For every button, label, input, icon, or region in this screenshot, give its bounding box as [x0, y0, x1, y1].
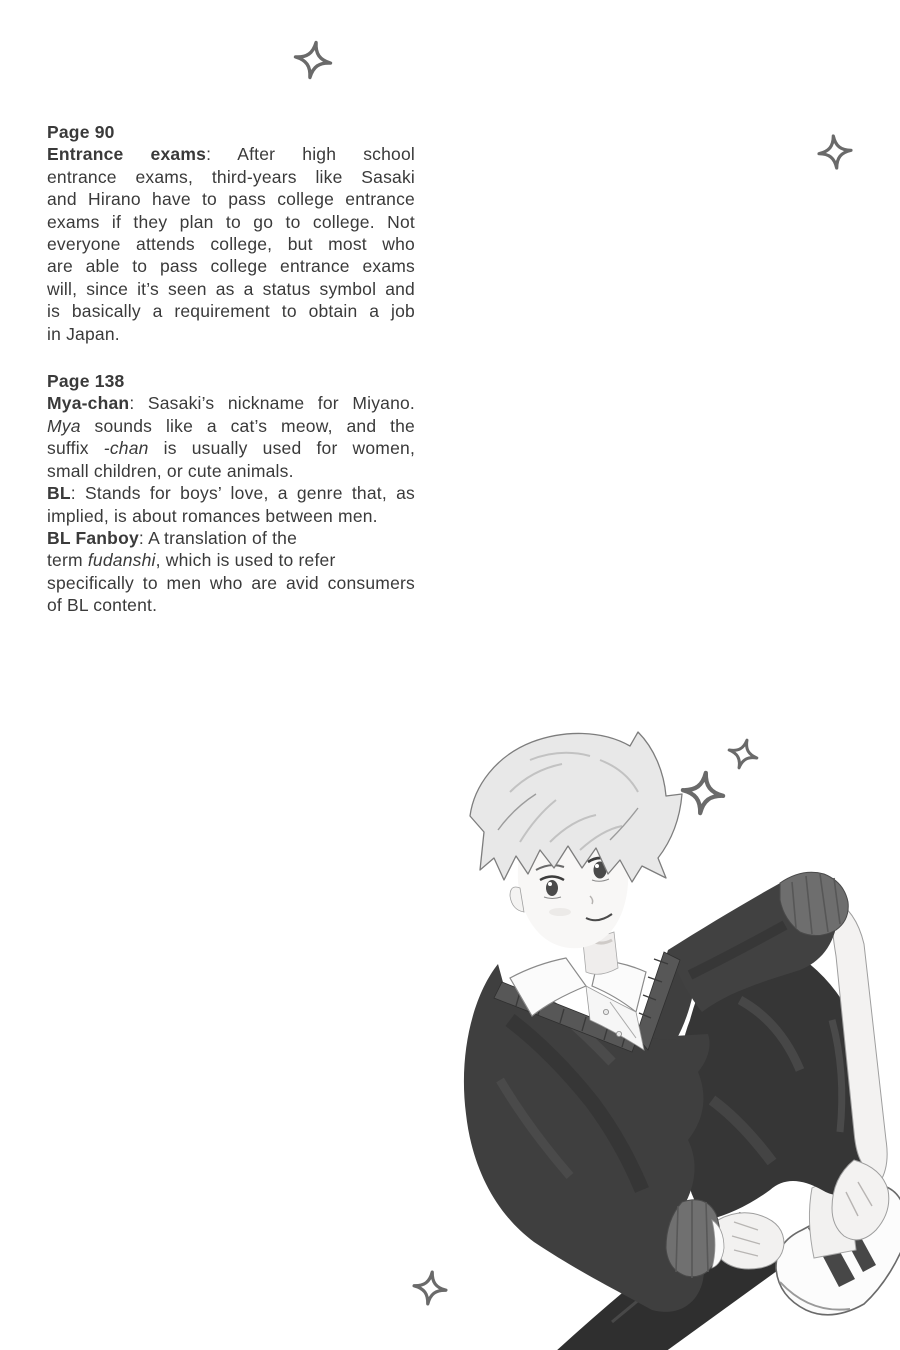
note-section — [47, 121, 415, 345]
text-line: exams if they plan to go to college. Not — [47, 211, 415, 232]
text-line: BL Fanboy: A translation of the — [47, 527, 298, 548]
text-line: everyone attends college, but most who — [47, 234, 415, 255]
text-line: implied, is about romances between men. — [47, 505, 378, 526]
text-line: is basically a requirement to obtain a job — [47, 301, 415, 322]
text-line: in Japan. — [47, 323, 120, 344]
text-line: term fudanshi, which is used to refer — [47, 550, 336, 571]
section-heading: Page 138 — [47, 371, 125, 392]
text-line: specifically to men who are avid consumers — [47, 572, 415, 593]
text-line: suffix -chan is usually used for women, — [47, 438, 416, 459]
section-heading: Page 90 — [47, 122, 115, 142]
text-line: Entrance exams: After high school — [47, 144, 415, 165]
note-paragraph-lines — [47, 392, 415, 616]
hair — [470, 732, 682, 882]
text-line: Mya sounds like a cat’s meow, and the — [47, 415, 415, 436]
text-line: are able to pass college entrance exams — [47, 256, 415, 277]
text-line: will, since it’s seen as a status symbol and — [47, 278, 415, 299]
text-line: of BL content. — [47, 595, 158, 616]
text-line: BL: Stands for boys’ love, a genre that, as — [47, 483, 415, 504]
text-line: small children, or cute animals. — [47, 460, 294, 481]
text-line: and Hirano have to pass college entrance — [47, 189, 415, 210]
text-line: entrance exams, third-years like Sasaki — [47, 166, 415, 187]
character-illustration — [440, 720, 900, 1350]
sparkle-icon — [816, 133, 854, 171]
translation-notes — [47, 121, 415, 617]
sparkle-icon — [292, 39, 334, 81]
note-paragraph-lines — [47, 143, 415, 345]
left-hand — [715, 1213, 784, 1269]
note-section — [47, 370, 415, 616]
text-line: Mya-chan: Sasaki’s nickname for Miyano. — [47, 393, 415, 414]
